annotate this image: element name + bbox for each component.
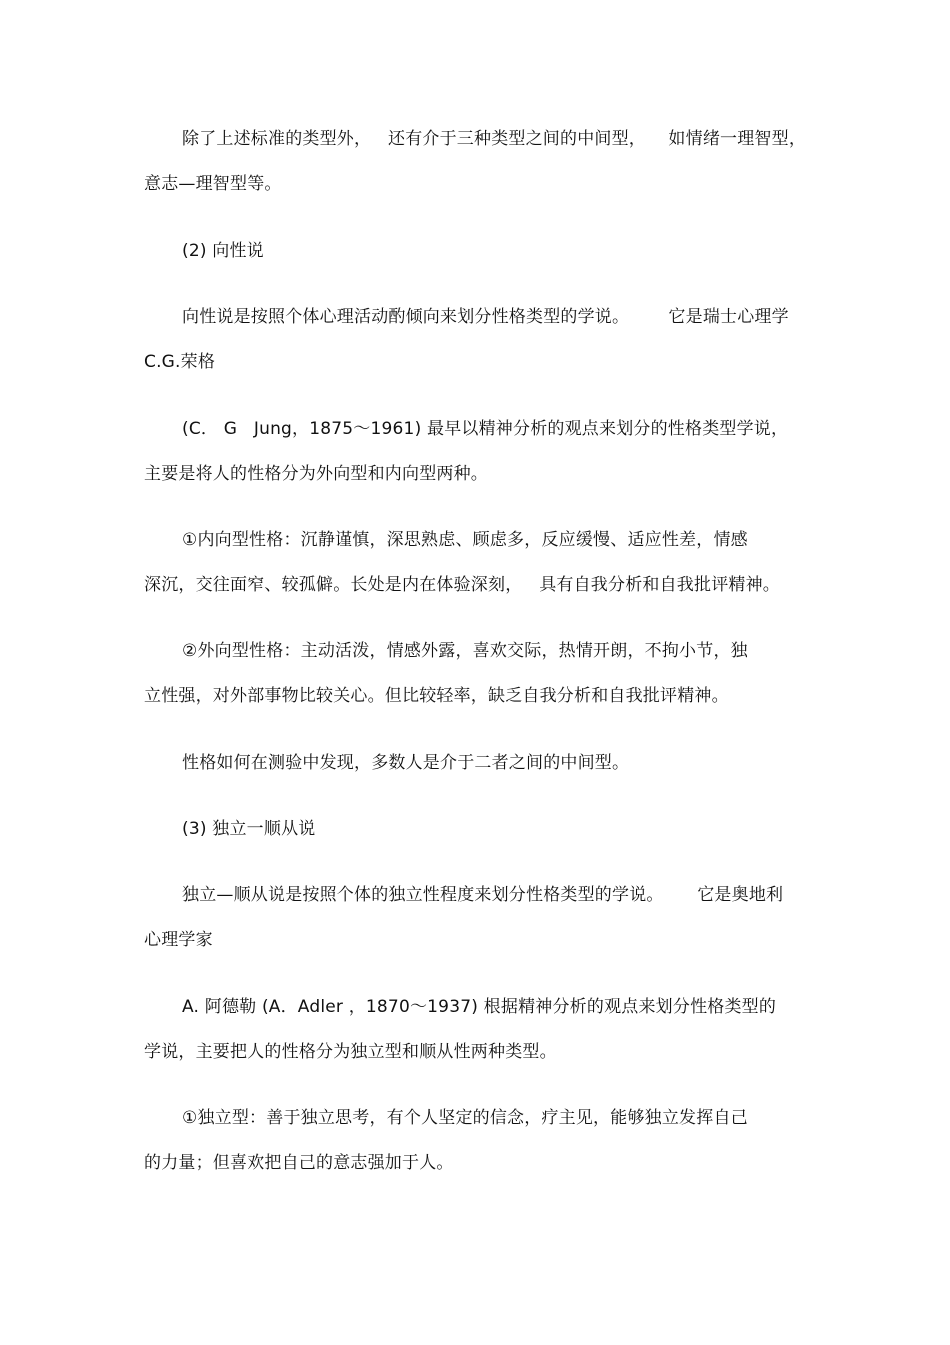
paragraph-line: 学说，主要把人的性格分为独立型和顺从性两种类型。 bbox=[144, 1042, 557, 1062]
paragraph-line: C.G.荣格 bbox=[144, 352, 216, 372]
paragraph-line: ①独立型：善于独立思考，有个人坚定的信念，疗主见，能够独立发挥自己 bbox=[182, 1108, 748, 1128]
paragraph-line: A. 阿德勒 (A．Adler ，1870～1937) 根据精神分析的观点来划分性格类型的 bbox=[182, 997, 777, 1017]
paragraph-line: ①内向型性格：沉静谨慎，深思熟虑、顾虑多，反应缓慢、适应性差，情感 bbox=[182, 530, 748, 550]
paragraph-line: 立性强，对外部事物比较关心。但比较轻率，缺乏自我分析和自我批评精神。 bbox=[144, 686, 729, 706]
paragraph-line: 的力量；但喜欢把自己的意志强加于人。 bbox=[144, 1153, 454, 1173]
paragraph-line: 独立—顺从说是按照个体的独立性程度来划分性格类型的学说。 它是奥地利 bbox=[182, 885, 784, 905]
paragraph-line: 深沉，交往面窄、较孤僻。长处是内在体验深刻， 具有自我分析和自我批评精神。 bbox=[144, 575, 781, 595]
paragraph-line: 除了上述标准的类型外， 还有介于三种类型之间的中间型， 如情绪一理智型， bbox=[182, 129, 807, 149]
paragraph-line: 主要是将人的性格分为外向型和内向型两种。 bbox=[144, 464, 488, 484]
paragraph-line: 性格如何在测验中发现，多数人是介于二者之间的中间型。 bbox=[182, 753, 630, 773]
paragraph-line: ②外向型性格：主动活泼，情感外露，喜欢交际，热情开朗，不拘小节，独 bbox=[182, 641, 748, 661]
paragraph-line: (C． G Jung，1875～1961) 最早以精神分析的观点来划分的性格类型学说， bbox=[182, 419, 789, 439]
paragraph-line: 心理学家 bbox=[144, 930, 213, 950]
paragraph-line: 意志—理智型等。 bbox=[144, 174, 282, 194]
section-heading: (2) 向性说 bbox=[182, 241, 264, 261]
section-heading: (3) 独立一顺从说 bbox=[182, 819, 316, 839]
paragraph-line: 向性说是按照个体心理活动酌倾向来划分性格类型的学说。 它是瑞士心理学 bbox=[182, 307, 789, 327]
